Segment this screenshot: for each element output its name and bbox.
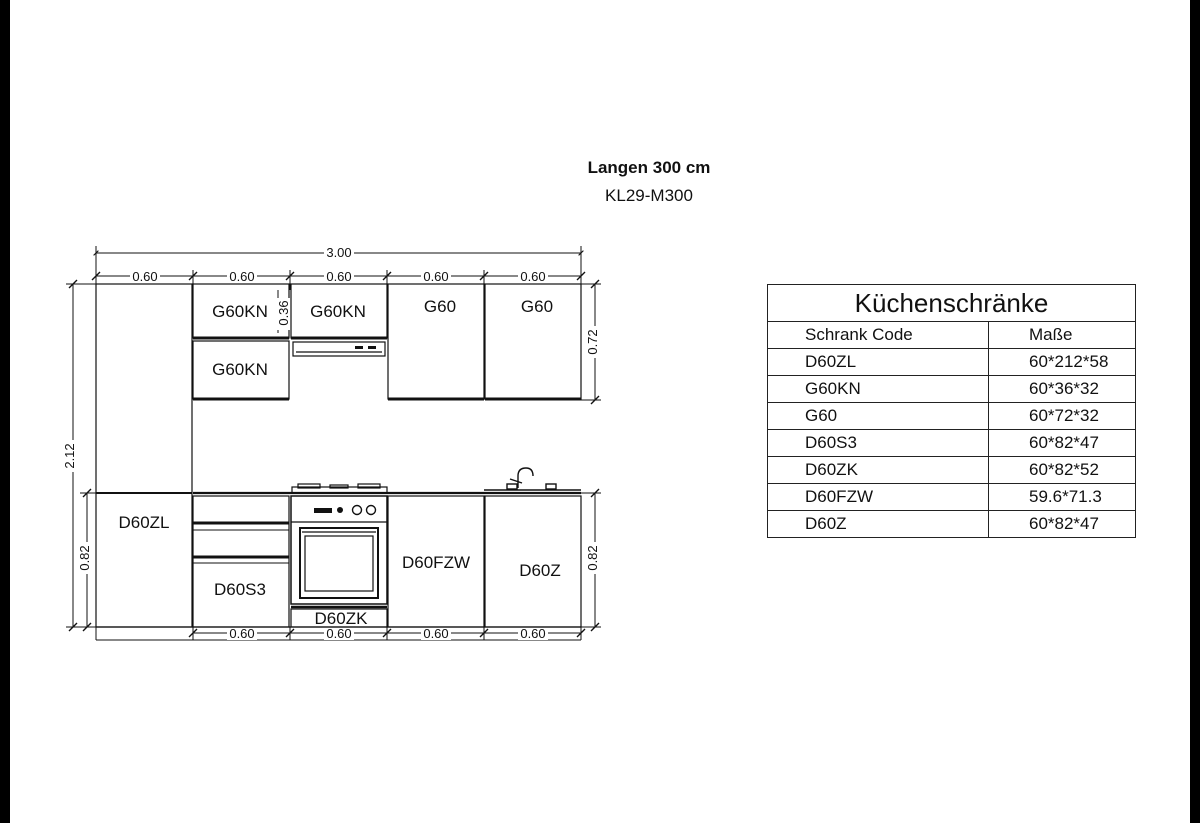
oven xyxy=(291,496,387,627)
dim-top-4: 0.60 xyxy=(423,269,449,284)
dim-bottom-4: 0.60 xyxy=(520,626,546,641)
cell-code: G60KN xyxy=(768,376,989,403)
table-caption: Küchenschränke xyxy=(768,285,1136,322)
dim-base-height-right: 0.82 xyxy=(585,545,600,571)
cooktop xyxy=(292,484,387,493)
label-tall-cabinet: D60ZL xyxy=(118,513,170,532)
label-sink-base: D60Z xyxy=(519,561,561,580)
drawing-title: Langen 300 cm xyxy=(587,158,711,177)
cabinet-tall xyxy=(96,284,192,627)
dim-base-height-left: 0.82 xyxy=(77,545,92,571)
cell-size: 60*72*32 xyxy=(989,403,1136,430)
cell-code: D60Z xyxy=(768,511,989,538)
cell-size: 60*36*32 xyxy=(989,376,1136,403)
dim-bottom-3: 0.60 xyxy=(423,626,449,641)
label-wall-2: G60KN xyxy=(310,302,366,321)
label-oven-base: D60ZK xyxy=(314,609,368,628)
cell-size: 60*82*52 xyxy=(989,457,1136,484)
dim-top-5: 0.60 xyxy=(520,269,546,284)
cabinet-spec-table xyxy=(767,284,1136,538)
cell-size: 59.6*71.3 xyxy=(989,484,1136,511)
label-drawer-base: D60S3 xyxy=(214,580,266,599)
model-code: KL29-M300 xyxy=(605,186,693,205)
table-row xyxy=(768,484,1136,511)
dim-total-height: 2.12 xyxy=(62,443,77,469)
table-row xyxy=(768,349,1136,376)
dim-total-width: 3.00 xyxy=(326,245,352,260)
hood-control xyxy=(355,346,363,349)
table-row xyxy=(768,511,1136,538)
table-row xyxy=(768,403,1136,430)
label-wall-1-bottom: G60KN xyxy=(212,360,268,379)
oven-indicator xyxy=(337,507,343,513)
dim-wall-small-height: 0.36 xyxy=(276,300,291,326)
cell-size: 60*82*47 xyxy=(989,430,1136,457)
cell-size: 60*82*47 xyxy=(989,511,1136,538)
label-dishwasher: D60FZW xyxy=(402,553,470,572)
dim-top-2: 0.60 xyxy=(229,269,255,284)
column-header-code: Schrank Code xyxy=(768,322,989,349)
table-row xyxy=(768,457,1136,484)
oven-knob xyxy=(353,506,362,515)
oven-display xyxy=(314,508,332,513)
label-wall-1-top: G60KN xyxy=(212,302,268,321)
dim-top-1: 0.60 xyxy=(132,269,158,284)
dim-bottom-1: 0.60 xyxy=(229,626,255,641)
oven-knob xyxy=(367,506,376,515)
dim-wall-height: 0.72 xyxy=(585,329,600,355)
label-wall-3: G60 xyxy=(423,297,457,316)
cell-code: D60S3 xyxy=(768,430,989,457)
cell-code: D60ZL xyxy=(768,349,989,376)
table-row xyxy=(768,430,1136,457)
cell-size: 60*212*58 xyxy=(989,349,1136,376)
cell-code: D60FZW xyxy=(768,484,989,511)
cell-code: D60ZK xyxy=(768,457,989,484)
hood-control xyxy=(368,346,376,349)
cell-code: G60 xyxy=(768,403,989,430)
table-header-row xyxy=(768,322,1136,349)
dim-bottom-2: 0.60 xyxy=(326,626,352,641)
label-wall-4: G60 xyxy=(520,297,554,316)
column-header-size: Maße xyxy=(989,322,1136,349)
dim-top-3: 0.60 xyxy=(326,269,352,284)
cabinet-drawer-base xyxy=(193,496,289,627)
table-row xyxy=(768,376,1136,403)
faucet-icon xyxy=(507,468,556,489)
